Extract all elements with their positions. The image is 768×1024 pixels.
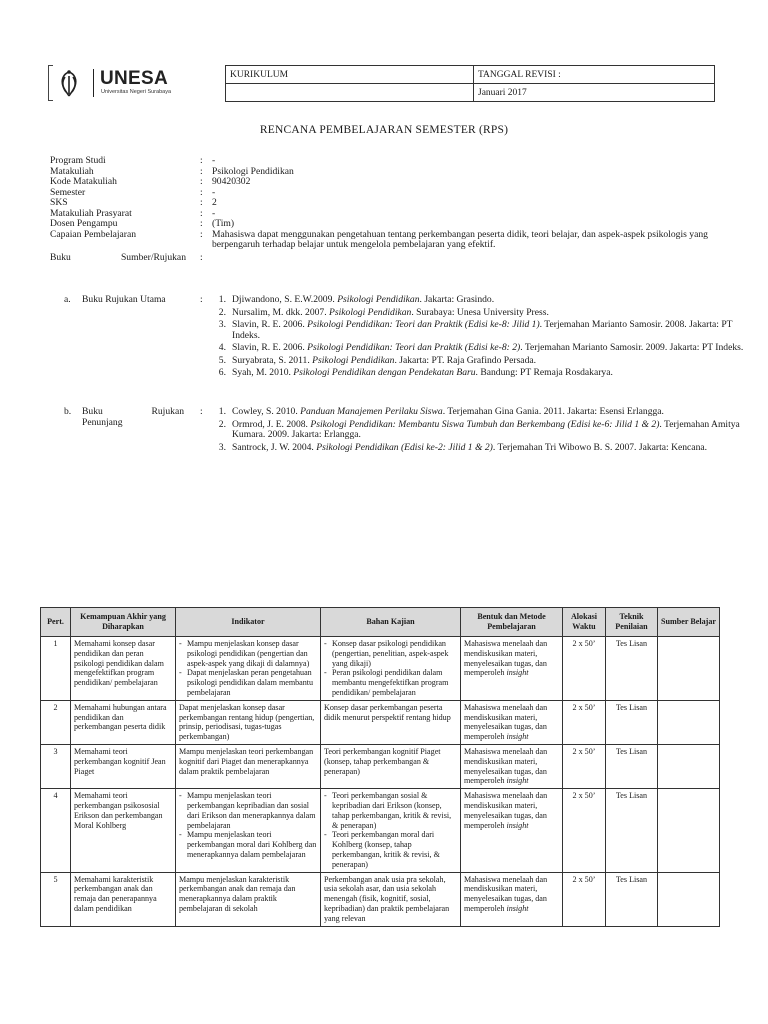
info-row-program-studi [50, 156, 730, 167]
cell-pert: 1 [41, 637, 71, 701]
ref-text: Nursalim, M. dkk. 2007. Psikologi Pendidikan. Surabaya: Unesa University Press. [232, 306, 549, 318]
cell-alokasi: 2 x 50’ [563, 637, 606, 701]
bahan-item: - Konsep dasar psikologi pendidikan (pengertian, penelitian, aspek-aspek yang dikaji) [324, 639, 457, 668]
bahan-item: - Peran psikologi pendidikan dalam membantu mengefektifkan program pendidikan/ pembelajaran [324, 668, 457, 697]
cell-sumber [658, 789, 720, 872]
col-header-sumber: Sumber Belajar [658, 608, 720, 637]
info-colon: : [200, 207, 203, 219]
logo-bracket [48, 65, 53, 101]
ref-book-title: Psikologi Pendidikan: Teori dan Praktik (Edisi ke-8: 2) [307, 342, 521, 353]
metode-insight: insight [506, 903, 529, 913]
cell-kemampuan: Memahami konsep dasar pendidikan dan peran psikologi pendidikan dalam mengefektifkan program pendidikan/ pembelajaran [71, 637, 176, 701]
kurikulum-value [226, 84, 474, 102]
ref-letter: a. [64, 294, 71, 305]
ref-text: Syah, M. 2010. Psikologi Pendidikan dengan Pendekatan Baru. Bandung: PT Remaja Rosdakarya. [232, 367, 613, 378]
ref-number: 2. [218, 418, 226, 430]
metode-insight: insight [506, 732, 529, 742]
ref-text: Cowley, S. 2010. Panduan Manajemen Perilaku Siswa. Terjemahan Gina Gania. 2011. Jakarta: Esensi Erlangga. [232, 406, 664, 417]
ref-heading [64, 295, 184, 306]
ref-number: 1. [218, 294, 226, 305]
cell-sumber [658, 744, 720, 788]
document-header [48, 65, 718, 101]
cell-bahan [321, 789, 461, 872]
ref-heading-line2: Penunjang [82, 416, 123, 428]
ref-item [210, 443, 746, 454]
cell-indikator: Mampu menjelaskan teori perkembangan kognitif dari Piaget dan menerapkannya dalam praktik pembelajaran [176, 744, 321, 788]
cell-metode: Mahasiswa menelaah dan mendiskusikan materi, menyelesaikan tugas, dan memperoleh insight [461, 637, 563, 701]
buku-label [50, 253, 200, 264]
ref-book-title: Psikologi Pendidikan (Edisi ke-2: Jilid 1 & 2) [316, 441, 493, 453]
cell-indikator: Mampu menjelaskan karakteristik perkembangan anak dan remaja dan menerapkannya dalam praktik pembelajaran di sekolah [176, 872, 321, 926]
ref-heading-text: Buku Rujukan Utama [82, 294, 166, 305]
info-colon: : [200, 165, 203, 177]
indikator-item: - Mampu menjelaskan teori perkembangan moral dari Kohlberg dan menerapkannya dalam pembelajaran [179, 830, 317, 859]
col-header-metode: Bentuk dan Metode Pembelajaran [461, 608, 563, 637]
cell-indikator [176, 789, 321, 872]
info-row-semester [50, 188, 730, 199]
document-title: RENCANA PEMBELAJARAN SEMESTER (RPS) [259, 124, 509, 136]
ref-heading [64, 407, 184, 428]
info-colon: : [200, 251, 203, 263]
ref-item [210, 407, 746, 418]
info-label: Matakuliah [50, 165, 94, 177]
cell-indikator: Dapat menjelaskan konsep dasar perkembangan rentang hidup (pengertian, prinsip, periodisasi, tugas-tugas perkembangan) [176, 700, 321, 744]
bahan-item: - Teori perkembangan moral dari Kohlberg (konsep, tahap perkembangan, kritik & revisi, & penerapan) [324, 830, 457, 869]
unesa-emblem-icon [56, 68, 82, 98]
metode-insight: insight [506, 820, 529, 830]
info-value: Mahasiswa dapat menggunakan pengetahuan tentang perkembangan peserta didik, teori belajar, dan aspek-aspek psikologis yang berpengaruh terhadap belajar untuk mengelola pembelajaran yang efektif. [212, 228, 708, 250]
ref-number: 6. [218, 367, 226, 378]
indikator-item: - Dapat menjelaskan peran pengetahuan psikologi pendidikan dalam membantu pembelajaran [179, 668, 317, 697]
info-row-matakuliah [50, 167, 730, 178]
course-info [50, 156, 730, 263]
col-header-bahan: Bahan Kajian [321, 608, 461, 637]
col-header-pert: Pert. [41, 608, 71, 637]
info-label: Semester [50, 186, 86, 198]
ref-list [210, 407, 746, 455]
info-row-dosen [50, 219, 730, 230]
cell-pert: 5 [41, 872, 71, 926]
ref-list [210, 295, 746, 381]
ref-letter: b. [64, 406, 72, 417]
cell-sumber [658, 700, 720, 744]
info-row-capaian [50, 230, 730, 251]
revisi-label: TANGGAL REVISI : [474, 66, 715, 84]
rps-table [40, 607, 720, 927]
bahan-item: - Teori perkembangan sosial & kepribadian dari Erikson (konsep, tahap perkembangan, kritik & revisi, & penerapan) [324, 791, 457, 830]
table-row [41, 700, 720, 744]
ref-heading-word: Buku [82, 406, 103, 417]
info-label: Matakuliah Prasyarat [50, 207, 132, 219]
table-body [41, 637, 720, 927]
info-label: Program Studi [50, 155, 106, 166]
cell-metode: Mahasiswa menelaah dan mendiskusikan materi, menyelesaikan tugas, dan memperoleh insight [461, 744, 563, 788]
ref-number: 4. [218, 342, 226, 353]
cell-metode: Mahasiswa menelaah dan mendiskusikan materi, menyelesaikan tugas, dan memperoleh insight [461, 789, 563, 872]
cell-bahan: Teori perkembangan kognitif Piaget (konsep, tahap perkembangan & penerapan) [321, 744, 461, 788]
cell-alokasi: 2 x 50’ [563, 744, 606, 788]
cell-indikator [176, 637, 321, 701]
cell-kemampuan: Memahami teori perkembangan kognitif Jean Piaget [71, 744, 176, 788]
cell-teknik: Tes Lisan [606, 872, 658, 926]
info-label: Capaian Pembelajaran [50, 228, 137, 240]
buku-word: Buku [50, 251, 71, 263]
info-value: Psikologi Pendidikan [212, 165, 294, 177]
info-value: - [212, 155, 216, 166]
logo-separator [93, 69, 94, 97]
ref-item [210, 320, 746, 341]
info-value: 2 [212, 197, 217, 208]
col-header-alokasi: Alokasi Waktu [563, 608, 606, 637]
info-value: (Tim) [212, 218, 235, 229]
sumber-rujukan-word: Sumber/Rujukan [120, 251, 186, 263]
metode-insight: insight [506, 668, 529, 678]
ref-book-title: Psikologi Pendidikan: Membantu Siswa Tumbuh dan Berkembang (Edisi ke-6: Jilid 1 & 2) [310, 418, 660, 430]
info-colon: : [200, 228, 203, 240]
ref-item [210, 295, 746, 306]
cell-teknik: Tes Lisan [606, 744, 658, 788]
info-colon: : [200, 155, 203, 166]
cell-kemampuan: Memahami karakteristik perkembangan anak dan remaja dan penerapannya dalam pendidikan [71, 872, 176, 926]
ref-book-title: Panduan Manajemen Perilaku Siswa [300, 406, 443, 417]
header-table [225, 65, 715, 102]
ref-item [210, 420, 746, 441]
ref-book-title: Psikologi Pendidikan [329, 306, 412, 318]
ref-colon: : [200, 294, 203, 305]
ref-number: 5. [218, 354, 226, 366]
cell-teknik: Tes Lisan [606, 700, 658, 744]
kurikulum-label: KURIKULUM [226, 66, 474, 84]
col-header-kemampuan: Kemampuan Akhir yang Diharapkan [71, 608, 176, 637]
metode-insight: insight [506, 776, 529, 786]
ref-text: Slavin, R. E. 2006. Psikologi Pendidikan: Teori dan Praktik (Edisi ke-8: Jilid 1). Terjemahan Marianto Samosir. 2008. Jakarta: PT Indeks. [232, 319, 733, 341]
table-row [41, 637, 720, 701]
ref-book-title: Psikologi Pendidikan [312, 354, 395, 366]
university-logo [48, 65, 226, 101]
info-row-buku [50, 253, 730, 264]
table-row [41, 744, 720, 788]
indikator-item: - Mampu menjelaskan teori perkembangan kepribadian dan sosial dari Erikson dan menerapkannya dalam pembelajaran [179, 791, 317, 830]
table-row [41, 872, 720, 926]
ref-number: 3. [218, 319, 226, 330]
info-value: - [212, 186, 216, 198]
cell-pert: 2 [41, 700, 71, 744]
ref-item [210, 356, 746, 367]
cell-teknik: Tes Lisan [606, 637, 658, 701]
cell-kemampuan: Memahami hubungan antara pendidikan dan perkembangan peserta didik [71, 700, 176, 744]
ref-item [210, 308, 746, 319]
cell-bahan: Perkembangan anak usia pra sekolah, usia sekolah asar, dan usia sekolah menengah (fisik, kognitif, sosial, kepribadian) dan praktik pembelajaran yang relevan [321, 872, 461, 926]
table-header-row [41, 608, 720, 637]
info-row-prasyarat [50, 209, 730, 220]
ref-book-title: Psikologi Pendidikan dengan Pendekatan Baru [293, 367, 476, 378]
ref-text: Suryabrata, S. 2011. Psikologi Pendidikan. Jakarta: PT. Raja Grafindo Persada. [232, 354, 537, 366]
ref-number: 3. [218, 441, 226, 453]
ref-number: 1. [218, 406, 226, 417]
ref-book-title: Psikologi Pendidikan [337, 294, 420, 305]
info-colon: : [200, 197, 203, 208]
revisi-value: Januari 2017 [474, 84, 715, 102]
ref-text: Djiwandono, S. E.W.2009. Psikologi Pendidikan. Jakarta: Grasindo. [232, 294, 495, 305]
info-label: Kode Matakuliah [50, 176, 117, 187]
logo-subtitle: Universitas Negeri Surabaya [101, 89, 172, 95]
cell-sumber [658, 637, 720, 701]
ref-text: Santrock, J. W. 2004. Psikologi Pendidikan (Edisi ke-2: Jilid 1 & 2). Terjemahan Tri Wibowo B. S. 2007. Jakarta: Kencana. [232, 441, 708, 453]
info-colon: : [200, 218, 203, 229]
logo-wordmark: UNESA [100, 68, 169, 89]
ref-text: Ormrod, J. E. 2008. Psikologi Pendidikan: Membantu Siswa Tumbuh dan Berkembang (Edisi ke-6: Jilid 1 & 2). Terjemahan Amitya Kumara. 2009. Jakarta: Erlangga. [232, 418, 740, 440]
info-colon: : [200, 186, 203, 198]
cell-alokasi: 2 x 50’ [563, 872, 606, 926]
cell-alokasi: 2 x 50’ [563, 700, 606, 744]
ref-heading-word: Rujukan [151, 406, 184, 417]
info-row-kode [50, 177, 730, 188]
ref-colon: : [200, 406, 203, 417]
cell-pert: 4 [41, 789, 71, 872]
cell-kemampuan: Memahami teori perkembangan psikososial Erikson dan perkembangan Moral Kohlberg [71, 789, 176, 872]
info-colon: : [200, 176, 203, 187]
ref-item [210, 343, 746, 354]
col-header-indikator: Indikator [176, 608, 321, 637]
cell-pert: 3 [41, 744, 71, 788]
ref-item [210, 368, 746, 379]
cell-sumber [658, 872, 720, 926]
info-label: SKS [50, 197, 68, 208]
indikator-item: - Mampu menjelaskan konsep dasar psikologi pendidikan (pengertian dan aspek-aspek yang dikaji di dalamnya) [179, 639, 317, 668]
info-value: - [212, 207, 216, 219]
info-value: 90420302 [212, 176, 251, 187]
cell-bahan [321, 637, 461, 701]
cell-metode: Mahasiswa menelaah dan mendiskusikan materi, menyelesaikan tugas, dan memperoleh insight [461, 700, 563, 744]
info-row-sks [50, 198, 730, 209]
cell-alokasi: 2 x 50’ [563, 789, 606, 872]
cell-metode: Mahasiswa menelaah dan mendiskusikan materi, menyelesaikan tugas, dan memperoleh insight [461, 872, 563, 926]
cell-teknik: Tes Lisan [606, 789, 658, 872]
col-header-teknik: Teknik Penilaian [606, 608, 658, 637]
ref-number: 2. [218, 306, 226, 318]
table-row [41, 789, 720, 872]
ref-text: Slavin, R. E. 2006. Psikologi Pendidikan: Teori dan Praktik (Edisi ke-8: 2). Terjemahan Marianto Samosir. 2009. Jakarta: PT Indeks. [232, 342, 744, 353]
info-label: Dosen Pengampu [50, 218, 118, 229]
cell-bahan: Konsep dasar perkembangan peserta didik menurut perspektif rentang hidup [321, 700, 461, 744]
ref-book-title: Psikologi Pendidikan: Teori dan Praktik (Edisi ke-8: Jilid 1) [307, 319, 540, 330]
